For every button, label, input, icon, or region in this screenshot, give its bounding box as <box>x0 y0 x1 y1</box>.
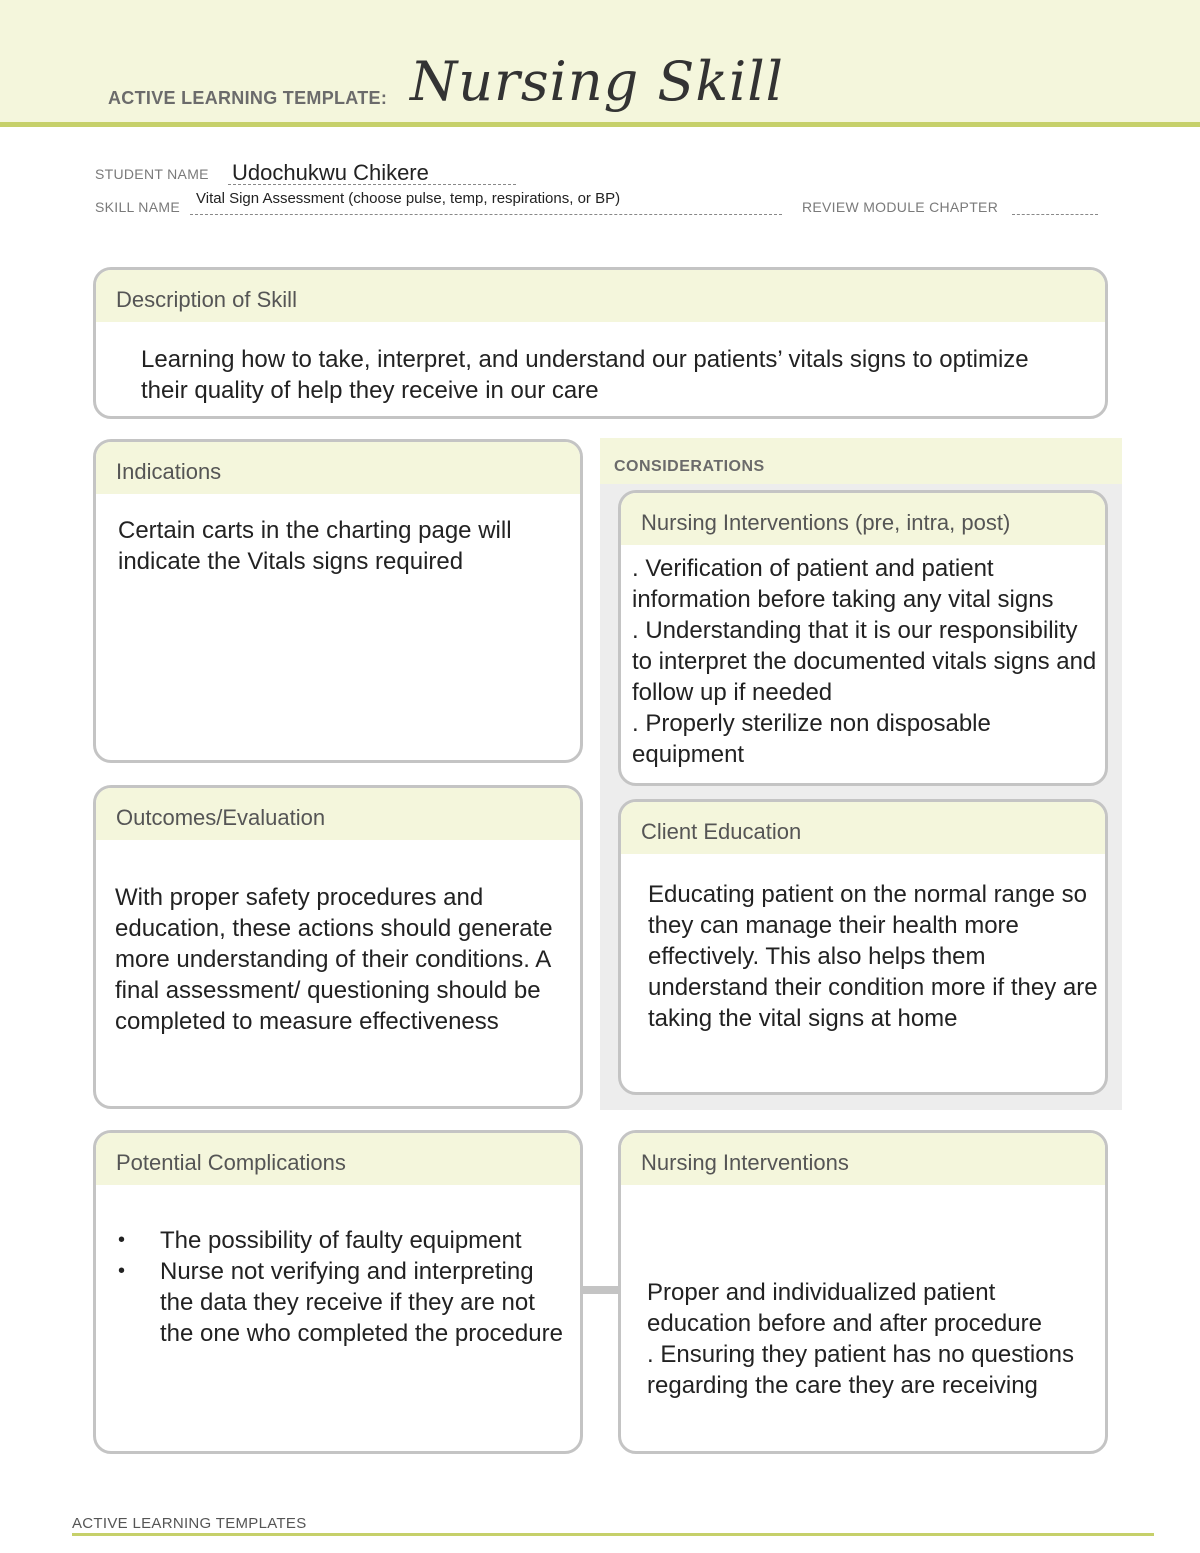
ni-line: Proper and individualized patient education before and after procedure <box>647 1279 1042 1337</box>
pip-line: . Properly sterilize non disposable equipment <box>632 710 991 768</box>
indications-header <box>96 442 580 494</box>
list-item: • The possibility of faulty equipment <box>116 1225 566 1256</box>
list-item: • Nurse not verifying and interpreting the data they receive if they are not the one who completed the procedure <box>116 1256 566 1349</box>
pip-line: . Understanding that it is our responsibility to interpret the documented vitals signs and follow up if needed <box>632 617 1097 706</box>
nursing-interventions-text[interactable] <box>647 1277 1087 1401</box>
outcomes-text[interactable]: With proper safety procedures and education, these actions should generate more understanding of their conditions. A final assessment/ questioning should be completed to measure effectiveness <box>115 884 553 1035</box>
client-education-header <box>621 802 1105 854</box>
description-header <box>96 270 1105 322</box>
indications-title: Indications <box>116 459 222 484</box>
complications-title: Potential Complications <box>116 1150 346 1175</box>
template-label: ACTIVE LEARNING TEMPLATE: <box>108 88 388 108</box>
outcomes-title: Outcomes/Evaluation <box>116 805 326 830</box>
review-module-label: REVIEW MODULE CHAPTER <box>802 199 999 215</box>
client-education-text[interactable]: Educating patient on the normal range so they can manage their health more effectively. This also helps them understand their condition more if they are taking the vital signs at home <box>648 881 1098 1032</box>
skill-name-label: SKILL NAME <box>95 199 180 215</box>
nursing-interventions-pip-text[interactable] <box>632 553 1097 770</box>
indications-text[interactable]: Certain carts in the charting page will indicate the Vitals signs required <box>118 517 512 575</box>
description-title: Description of Skill <box>116 287 297 312</box>
considerations-title: CONSIDERATIONS <box>614 458 765 475</box>
footer-label: ACTIVE LEARNING TEMPLATES <box>72 1515 307 1532</box>
complications-box <box>93 1130 583 1454</box>
header-divider <box>0 122 1200 127</box>
skill-name-field[interactable]: Vital Sign Assessment (choose pulse, temp, respirations, or BP) <box>196 190 621 207</box>
nursing-interventions-header <box>621 1133 1105 1185</box>
box-connector <box>583 1286 621 1294</box>
outcomes-header <box>96 788 580 840</box>
complications-header <box>96 1133 580 1185</box>
complications-list[interactable] <box>116 1225 566 1349</box>
skill-name-underline <box>190 214 782 215</box>
outcomes-box <box>93 785 583 1109</box>
considerations-header <box>600 438 1122 484</box>
description-box <box>93 267 1108 419</box>
review-module-underline <box>1012 214 1098 215</box>
student-name-field[interactable]: Udochukwu Chikere <box>232 160 429 185</box>
ni-line: . Ensuring they patient has no questions regarding the care they are receiving <box>647 1341 1074 1399</box>
client-education-box <box>618 799 1108 1095</box>
indications-box <box>93 439 583 763</box>
pip-line: . Verification of patient and patient information before taking any vital signs <box>632 555 1054 613</box>
nursing-interventions-title: Nursing Interventions <box>641 1150 849 1175</box>
nursing-interventions-pip-header <box>621 493 1105 545</box>
footer-divider <box>72 1533 1154 1536</box>
client-education-title: Client Education <box>641 819 802 844</box>
nursing-interventions-pip-title: Nursing Interventions (pre, intra, post) <box>641 510 1011 535</box>
page-title: Nursing Skill <box>410 50 784 113</box>
nursing-interventions-pip-box <box>618 490 1108 786</box>
description-text[interactable]: Learning how to take, interpret, and understand our patients’ vitals signs to optimize their quality of help they receive in our care <box>141 346 1029 404</box>
student-name-label: STUDENT NAME <box>95 166 209 182</box>
nursing-interventions-box <box>618 1130 1108 1454</box>
